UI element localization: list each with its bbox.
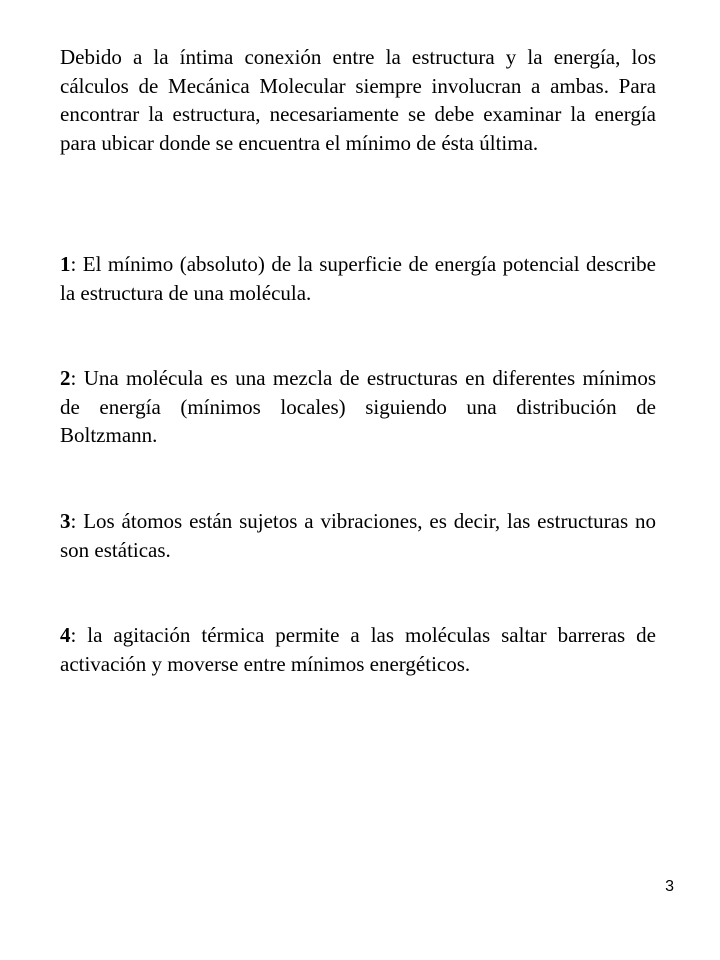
point-2-text: : Una molécula es una mezcla de estructuras en diferentes mínimos de energía (mínimos locales) siguiendo una distribución de Boltzmann. [60,366,656,447]
page-number: 3 [665,878,674,895]
intro-paragraph: Debido a la íntima conexión entre la estructura y la energía, los cálculos de Mecánica Molecular siempre involucran a ambas. Para encontrar la estructura, necesariamente se debe examinar la energía para ubicar donde se encuentra el mínimo de ésta última. [60,45,656,155]
point-4-number: 4 [60,623,71,647]
point-1-paragraph [60,250,656,307]
point-3-text: : Los átomos están sujetos a vibraciones, es decir, las estructuras no son estáticas. [60,509,656,562]
point-3-number: 3 [60,509,71,533]
point-4-paragraph [60,621,656,678]
point-1-text: : El mínimo (absoluto) de la superficie de energía potencial describe la estructura de una molécula. [60,252,656,305]
point-3-paragraph [60,507,656,564]
point-4-text: : la agitación térmica permite a las moléculas saltar barreras de activación y moverse entre mínimos energéticos. [60,623,656,676]
point-1-number: 1 [60,252,71,276]
point-2-number: 2 [60,366,71,390]
point-2-paragraph [60,364,656,450]
